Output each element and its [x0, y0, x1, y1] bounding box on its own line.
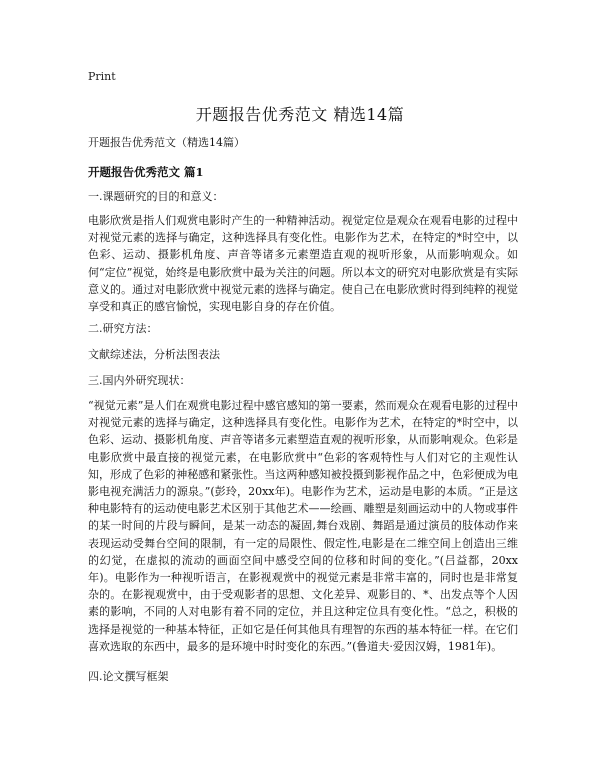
heading-framework: 四.论文撰写框架: [88, 670, 169, 683]
document-title: 开题报告优秀范文 精选14篇: [195, 105, 405, 124]
print-label[interactable]: Print: [88, 70, 116, 83]
paragraph-method: 文献综述法，分析法图表法: [88, 348, 220, 361]
document-subtitle: 开题报告优秀范文（精选14篇）: [88, 136, 245, 149]
section-heading: 开题报告优秀范文 篇1: [88, 165, 204, 179]
heading-method: 二.研究方法：: [88, 322, 158, 335]
paragraph-purpose: 电影欣赏是指人们观赏电影时产生的一种精神活动。视觉定位是观众在观看电影的过程中对视觉元素的选择与确定，这种选择具有变化性。电影作为艺术，在特定的*时空中，以色彩、运动、摄影机角度、声音等诸多元素塑造直观的视听形象，从而影响观众。如何“定位”视觉，始终是电影欣赏中最为关注的问题。所以本文的研究对电影欣赏是有实际意义的。通过对电影欣赏中视觉元素的选择与确定。使自己在电影欣赏时得到纯粹的视觉享受和真正的感官愉悦，实现电影自身的存在价值。: [88, 214, 518, 314]
paragraph-status: “视觉元素”是人们在观赏电影过程中感官感知的第一要素，然而观众在观看电影的过程中对视觉元素的选择与确定，这种选择具有变化性。电影作为艺术，在特定的*时空中，以色彩、运动、摄影机角度、声音等诸多元素塑造直观的视听形象，从而影响观众。色彩是电影欣赏中最直接的视觉元素，在电影欣赏中“色彩的客观特性与人们对它的主观性认知，形成了色彩的神秘感和紧张性。当这两种感知被投摄到影视作品之中，色彩便成为电影电视充满活力的源泉。”(彭玲，20xx年)。电影作为艺术，运动是电影的本质。“正是这种电影特有的运动使电影艺术区别于其他艺术——绘画、雕塑是刻画运动中的人物或事件的某一时间的片段与瞬间，是某一动态的凝固,舞台戏剧、舞蹈是通过演员的肢体动作来表现运动受舞台空间的限制，有一定的局限性、假定性,电影是在二维空间上创造出三维的幻觉，在虚拟的流动的画面空间中感受空间的位移和时间的变化。”(吕益都，20xx年)。电影作为一种视听语言，在影视观赏中的视觉元素是非常丰富的，同时也是非常复杂的。在影视观赏中，由于受观影者的思想、文化差异、观影目的、*、出发点等个人因素的影响，不同的人对电影有着不同的定位，并且这种定位具有变化性。“总之，积极的选择是视觉的一种基本特征，正如它是任何其他具有理智的东西的基本特征一样。在它们喜欢选取的东西中，最多的是环境中时时变化的东西。”(鲁道夫·爱因汉姆，1981年)。: [88, 399, 518, 653]
heading-purpose: 一.课题研究的目的和意义：: [88, 190, 224, 203]
heading-status: 三.国内外研究现状：: [88, 374, 191, 387]
